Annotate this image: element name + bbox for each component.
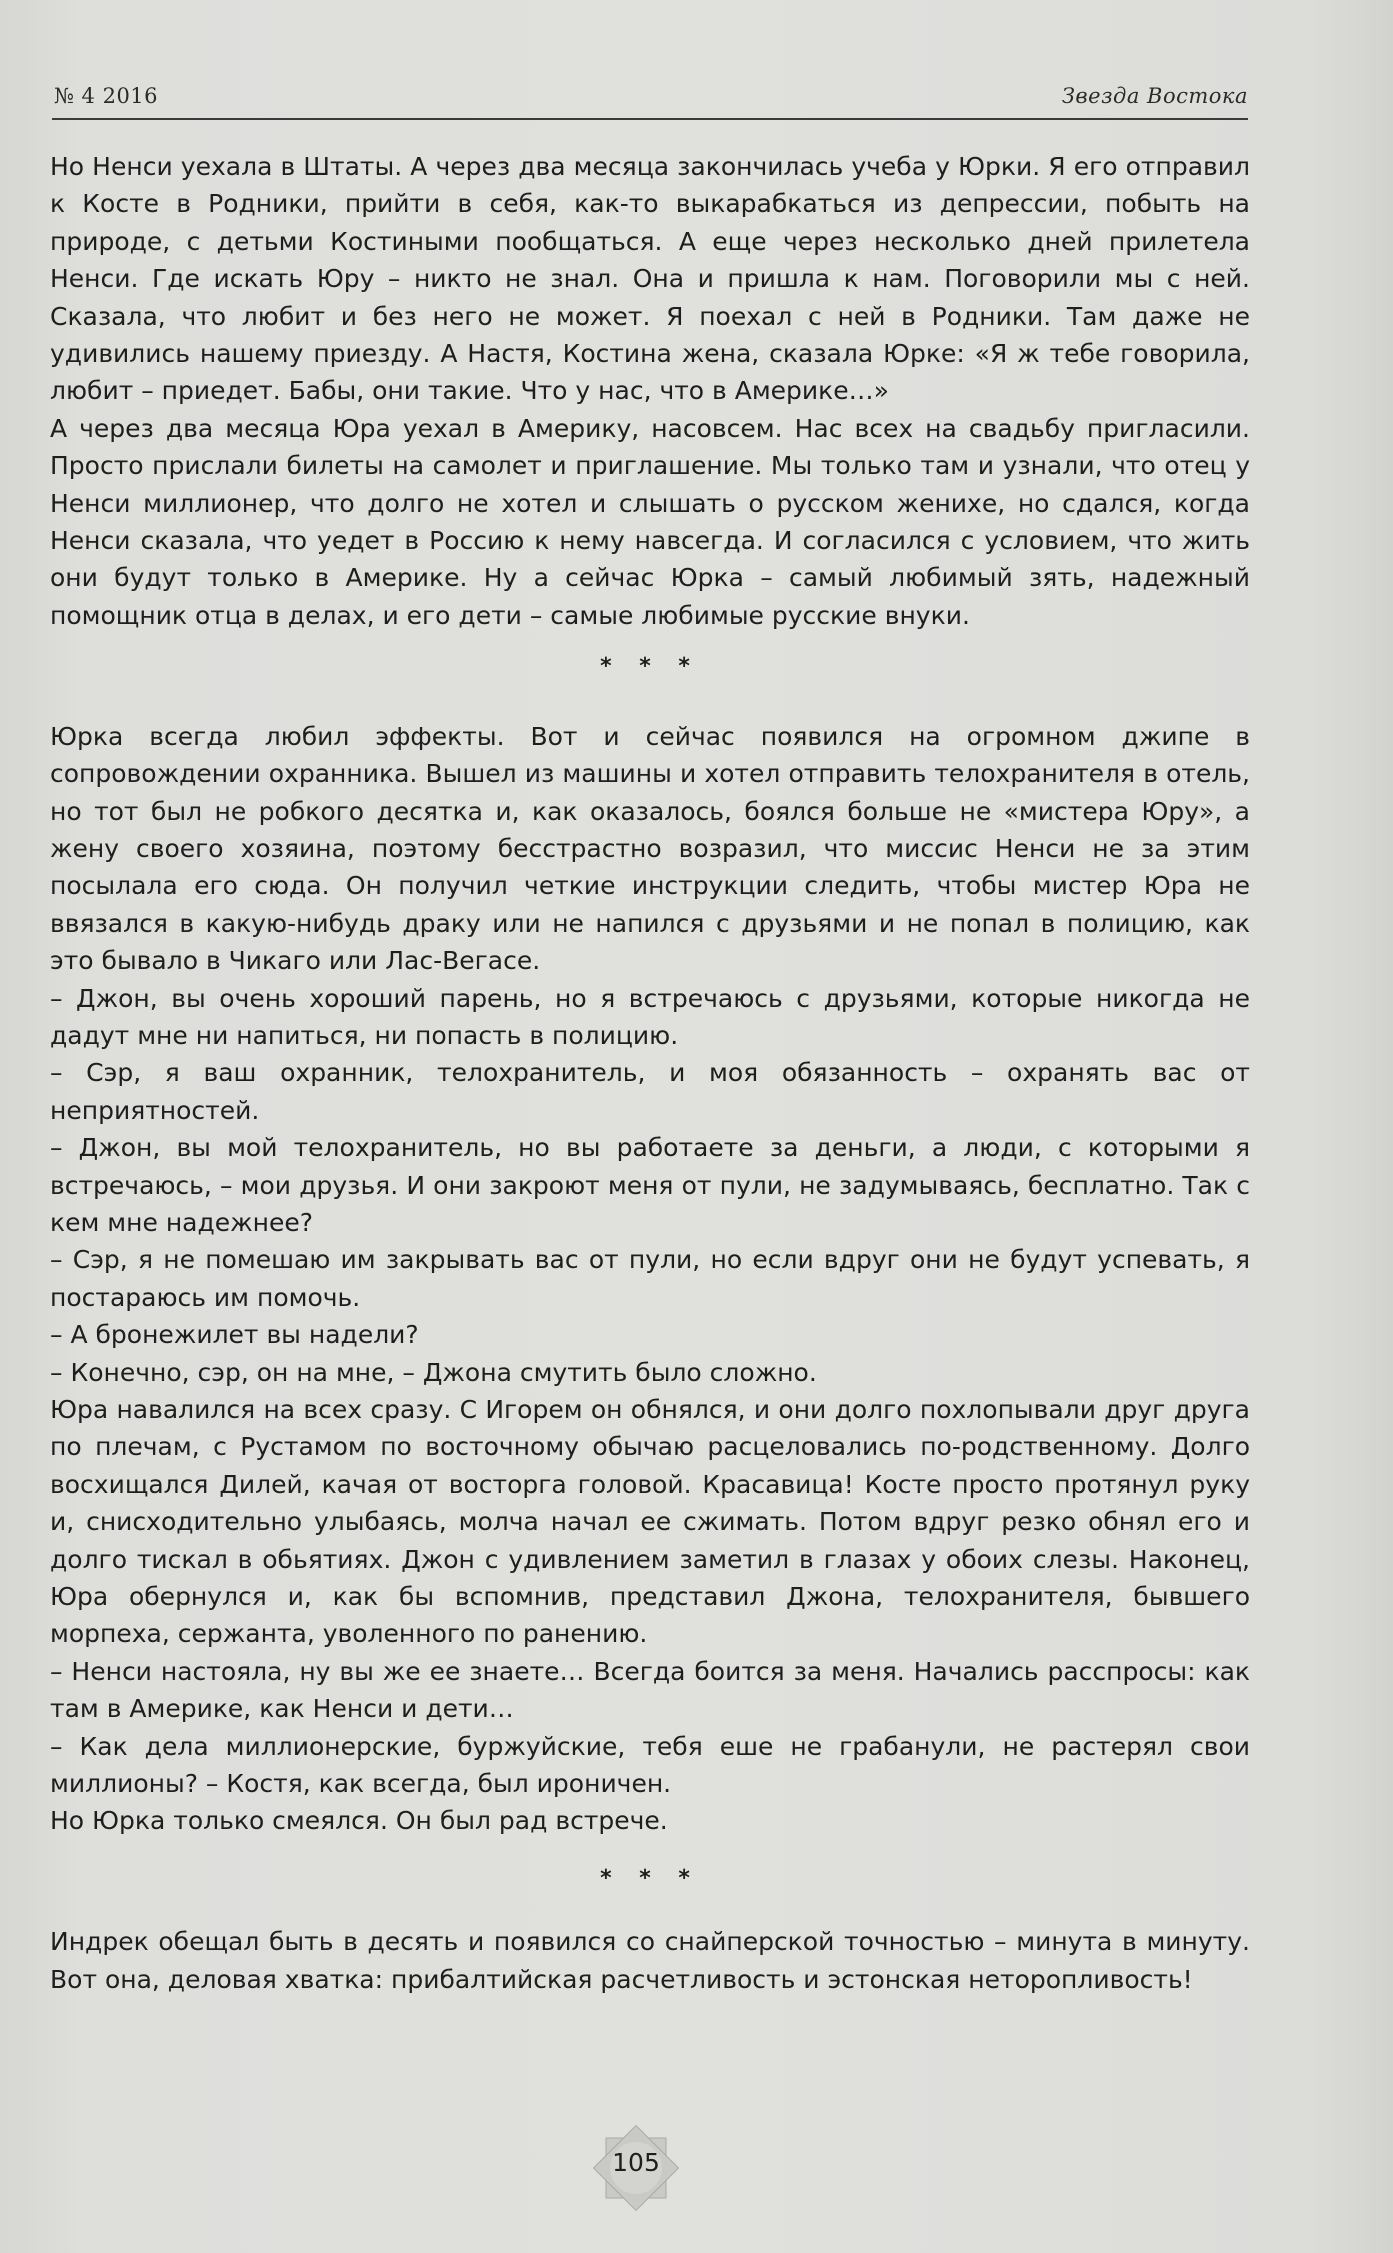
- journal-title: Звезда Востока: [1061, 84, 1248, 108]
- section-separator: * * *: [600, 1865, 700, 1891]
- dialogue-line: – Как дела миллионерские, буржуйские, тебя еше не грабанули, не растерял свои миллионы? – Костя, как всегда, был ироничен.: [50, 1731, 1250, 1799]
- running-header: [52, 82, 1248, 120]
- dialogue-line: – Джон, вы очень хороший парень, но я встречаюсь с друзьями, которые никогда не дадут мне ни напиться, ни попасть в полицию.: [50, 983, 1250, 1050]
- section-separator: * * *: [600, 654, 700, 680]
- paragraph: Юра навалился на всех сразу. С Игорем он обнялся, и они долго похлопывали друг друга по плечам, с Рустамом по восточному обычаю расцеловались по-родственному. Долго восхищался Дилей, качая от восторга головой. Красавица! Косте просто протянул руку и, снисходительно улыбаясь, молча начал ее сжимать. Потом вдруг резко обнял его и долго тискал в обьятиях. Джон с удивлением заметил в глазах у обоих слезы. Наконец, Юра обернулся и, как бы вспомнив, представил Джона, телохранителя, бывшего морпеха, сержанта, уволенного по ранению.: [50, 1395, 1250, 1649]
- dialogue-line: – Конечно, сэр, он на мне, – Джона смутить было сложно.: [50, 1357, 817, 1387]
- page-number-ornament: [586, 2118, 686, 2218]
- paragraph: Но Юрка только смеялся. Он был рад встрече.: [50, 1806, 668, 1836]
- dialogue-line: – Ненси настояла, ну вы же ее знаете… Всегда боится за меня. Начались расспросы: как там в Америке, как Ненси и дети…: [50, 1656, 1250, 1724]
- paragraph: А через два месяца Юра уехал в Америку, насовсем. Нас всех на свадьбу пригласили. Просто прислали билеты на самолет и приглашение. Мы только там и узнали, что отец у Ненси миллионер, что долго не хотел и слышать о русском женихе, но сдался, когда Ненси сказала, что уедет в Россию к нему навсегда. И согласился с условием, что жить они будут только в Америке. Ну а сейчас Юрка – самый любимый зять, надежный помощник отца в делах, и его дети – самые любимые русские внуки.: [50, 413, 1250, 630]
- dialogue-line: – А бронежилет вы надели?: [50, 1320, 419, 1350]
- dialogue-line: – Джон, вы мой телохранитель, но вы работаете за деньги, а люди, с которыми я встречаюсь, – мои друзья. И они закроют меня от пули, не задумываясь, бесплатно. Так с кем мне надежнее?: [50, 1133, 1250, 1237]
- dialogue-line: – Сэр, я не помешаю им закрывать вас от пули, но если вдруг они не будут успевать, я постараюсь им помочь.: [50, 1245, 1250, 1312]
- page-number: 105: [612, 2148, 660, 2177]
- issue-number: № 4 2016: [54, 84, 159, 108]
- article-body: [50, 148, 1250, 1998]
- dialogue-line: – Сэр, я ваш охранник, телохранитель, и моя обязанность – охранять вас от неприятностей.: [50, 1058, 1250, 1125]
- paragraph: Юрка всегда любил эффекты. Вот и сейчас появился на огромном джипе в сопровождении охранника. Вышел из машины и хотел отправить телохранителя в отель, но тот был не робкого десятка и, как оказалось, боялся больше не «мистера Юру», а жену своего хозяина, поэтому бесстрастно возразил, что миссис Ненси не за этим посылала его сюда. Он получил четкие инструкции следить, чтобы мистер Юра не ввязался в какую-нибудь драку или не напился с друзьями и не попал в полицию, как это бывало в Чикаго или Лас-Вегасе.: [50, 721, 1250, 976]
- paragraph: Но Ненси уехала в Штаты. А через два месяца закончилась учеба у Юрки. Я его отправил к Косте в Родники, прийти в себя, как-то выкарабкаться из депрессии, побыть на природе, с детьми Костиными пообщаться. А еще через несколько дней прилетела Ненси. Где искать Юру – никто не знал. Она и пришла к нам. Поговорили мы с ней. Сказала, что любит и без него не может. Я поехал с ней в Родники. Там даже не удивились нашему приезду. А Настя, Костина жена, сказала Юрке: «Я ж тебе говорила, любит – приедет. Бабы, они такие. Что у нас, что в Америке…»: [50, 152, 1250, 406]
- paragraph: Индрек обещал быть в десять и появился со снайперской точностью – минута в минуту. Вот она, деловая хватка: прибалтийская расчетливость и эстонская неторопливость!: [50, 1927, 1250, 1994]
